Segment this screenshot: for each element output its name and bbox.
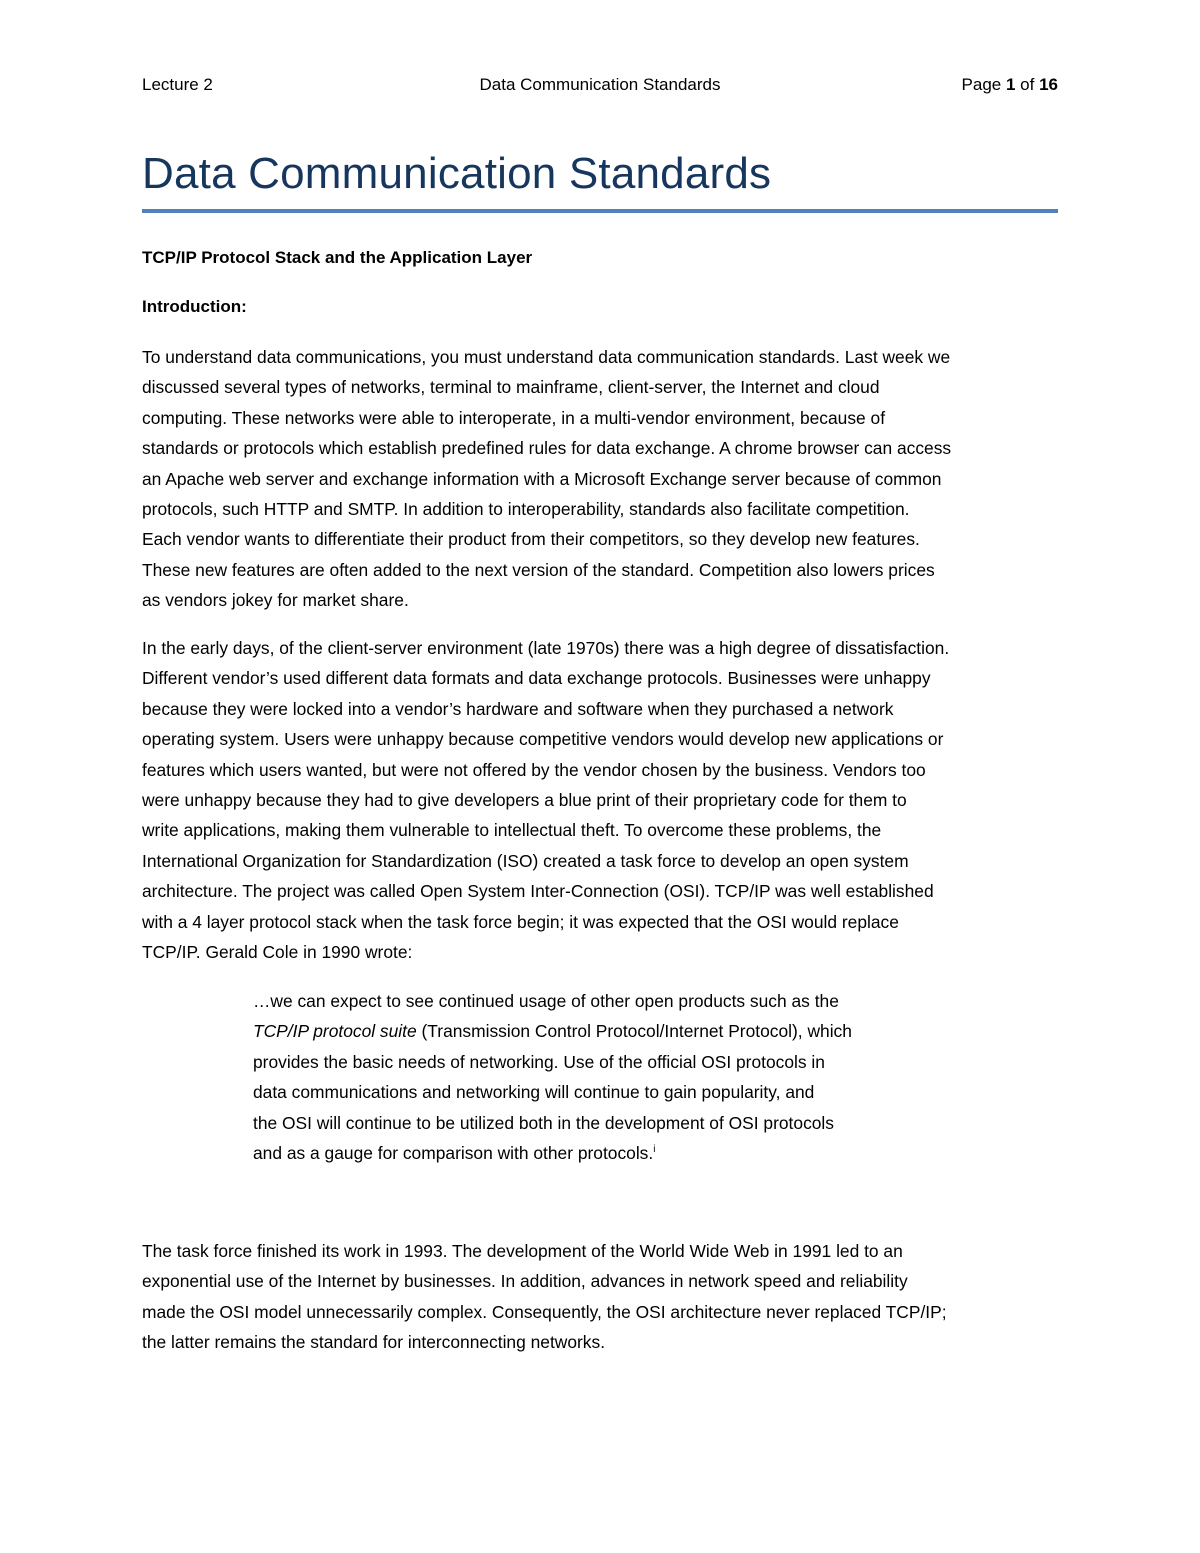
document-subtitle: TCP/IP Protocol Stack and the Application Layer — [142, 248, 533, 267]
quote-line — [253, 1138, 953, 1168]
paragraph-line: as vendors jokey for market share. — [142, 590, 409, 611]
quote-line: …we can expect to see continued usage of other open products such as the — [253, 991, 839, 1011]
quote-line: the OSI will continue to be utilized both in the development of OSI protocols — [253, 1112, 834, 1133]
document-title: Data Communication Standards — [142, 149, 772, 198]
paragraph-line: In the early days, of the client-server environment (late 1970s) there was a high degree of dissatisfaction. — [142, 638, 950, 658]
page-label: Page — [961, 75, 1006, 94]
quote-line — [253, 1016, 953, 1046]
quote-line: provides the basic needs of networking. Use of the official OSI protocols in — [253, 1051, 825, 1072]
paragraph-line: These new features are often added to the next version of the standard. Competition also lowers prices — [142, 559, 935, 580]
footnote-reference-link[interactable]: i — [653, 1144, 656, 1156]
paragraph-line: exponential use of the Internet by businesses. In addition, advances in network speed and reliability — [142, 1271, 908, 1292]
paragraph-line: architecture. The project was called Open System Inter-Connection (OSI). TCP/IP was well established — [142, 881, 934, 902]
title-underline — [142, 209, 1058, 213]
block-quote-gerald-cole — [253, 986, 953, 1168]
paragraph-line: standards or protocols which establish predefined rules for data exchange. A chrome browser can access — [142, 438, 952, 459]
paragraph-line: Different vendor’s used different data formats and data exchange protocols. Businesses were unhappy — [142, 668, 931, 689]
header-document-title: Data Communication Standards — [479, 75, 721, 94]
paragraph-line: discussed several types of networks, terminal to mainframe, client-server, the Internet and cloud — [142, 377, 880, 398]
quote-line: data communications and networking will continue to gain popularity, and — [253, 1082, 815, 1103]
paragraph-line: the latter remains the standard for interconnecting networks. — [142, 1332, 606, 1353]
paragraph-line: International Organization for Standardization (ISO) created a task force to develop an open system — [142, 850, 909, 871]
paragraph-line: computing. These networks were able to interoperate, in a multi-vendor environment, because of — [142, 407, 886, 428]
paragraph-line: because they were locked into a vendor’s hardware and software when they purchased a network — [142, 698, 894, 719]
paragraph-standards-intro — [142, 342, 1062, 616]
quote-line-text: and as a gauge for comparison with other protocols. — [253, 1142, 654, 1163]
paragraph-line: an Apache web server and exchange information with a Microsoft Exchange server because of common — [142, 468, 942, 489]
header-page-indicator — [962, 74, 1058, 96]
page-number: 1 — [1005, 75, 1016, 94]
paragraph-line: To understand data communications, you must understand data communication standards. Last week we — [142, 347, 951, 367]
paragraph-line: operating system. Users were unhappy because competitive vendors would develop new applications or — [142, 729, 944, 750]
paragraph-line: with a 4 layer protocol stack when the task force begin; it was expected that the OSI would replace — [142, 911, 899, 932]
quote-italic-term: TCP/IP protocol suite — [253, 1021, 417, 1042]
section-heading-introduction: Introduction: — [142, 297, 247, 316]
header-lecture-label: Lecture 2 — [142, 75, 213, 94]
paragraph-line: TCP/IP. Gerald Cole in 1990 wrote: — [142, 941, 413, 962]
paragraph-line: features which users wanted, but were not offered by the vendor chosen by the business. Vendors too — [142, 759, 926, 780]
page-total: 16 — [1039, 75, 1058, 94]
paragraph-line: protocols, such HTTP and SMTP. In addition to interoperability, standards also facilitate competition. — [142, 498, 910, 519]
paragraph-line: Each vendor wants to differentiate their product from their competitors, so they develop new features. — [142, 529, 920, 550]
paragraph-osi-outcome — [142, 1236, 1062, 1358]
paragraph-client-server-history — [142, 633, 1062, 967]
paragraph-line: made the OSI model unnecessarily complex. Consequently, the OSI architecture never replaced TCP/IP; — [142, 1301, 947, 1322]
page-of-label: of — [1015, 75, 1040, 94]
running-header — [142, 74, 1058, 100]
paragraph-line: The task force finished its work in 1993. The development of the World Wide Web in 1991 led to an — [142, 1241, 903, 1261]
paragraph-line: were unhappy because they had to give developers a blue print of their proprietary code for them to — [142, 789, 907, 810]
paragraph-line: write applications, making them vulnerable to intellectual theft. To overcome these problems, the — [142, 820, 882, 841]
quote-line-rest: (Transmission Control Protocol/Internet Protocol), which — [416, 1021, 852, 1042]
